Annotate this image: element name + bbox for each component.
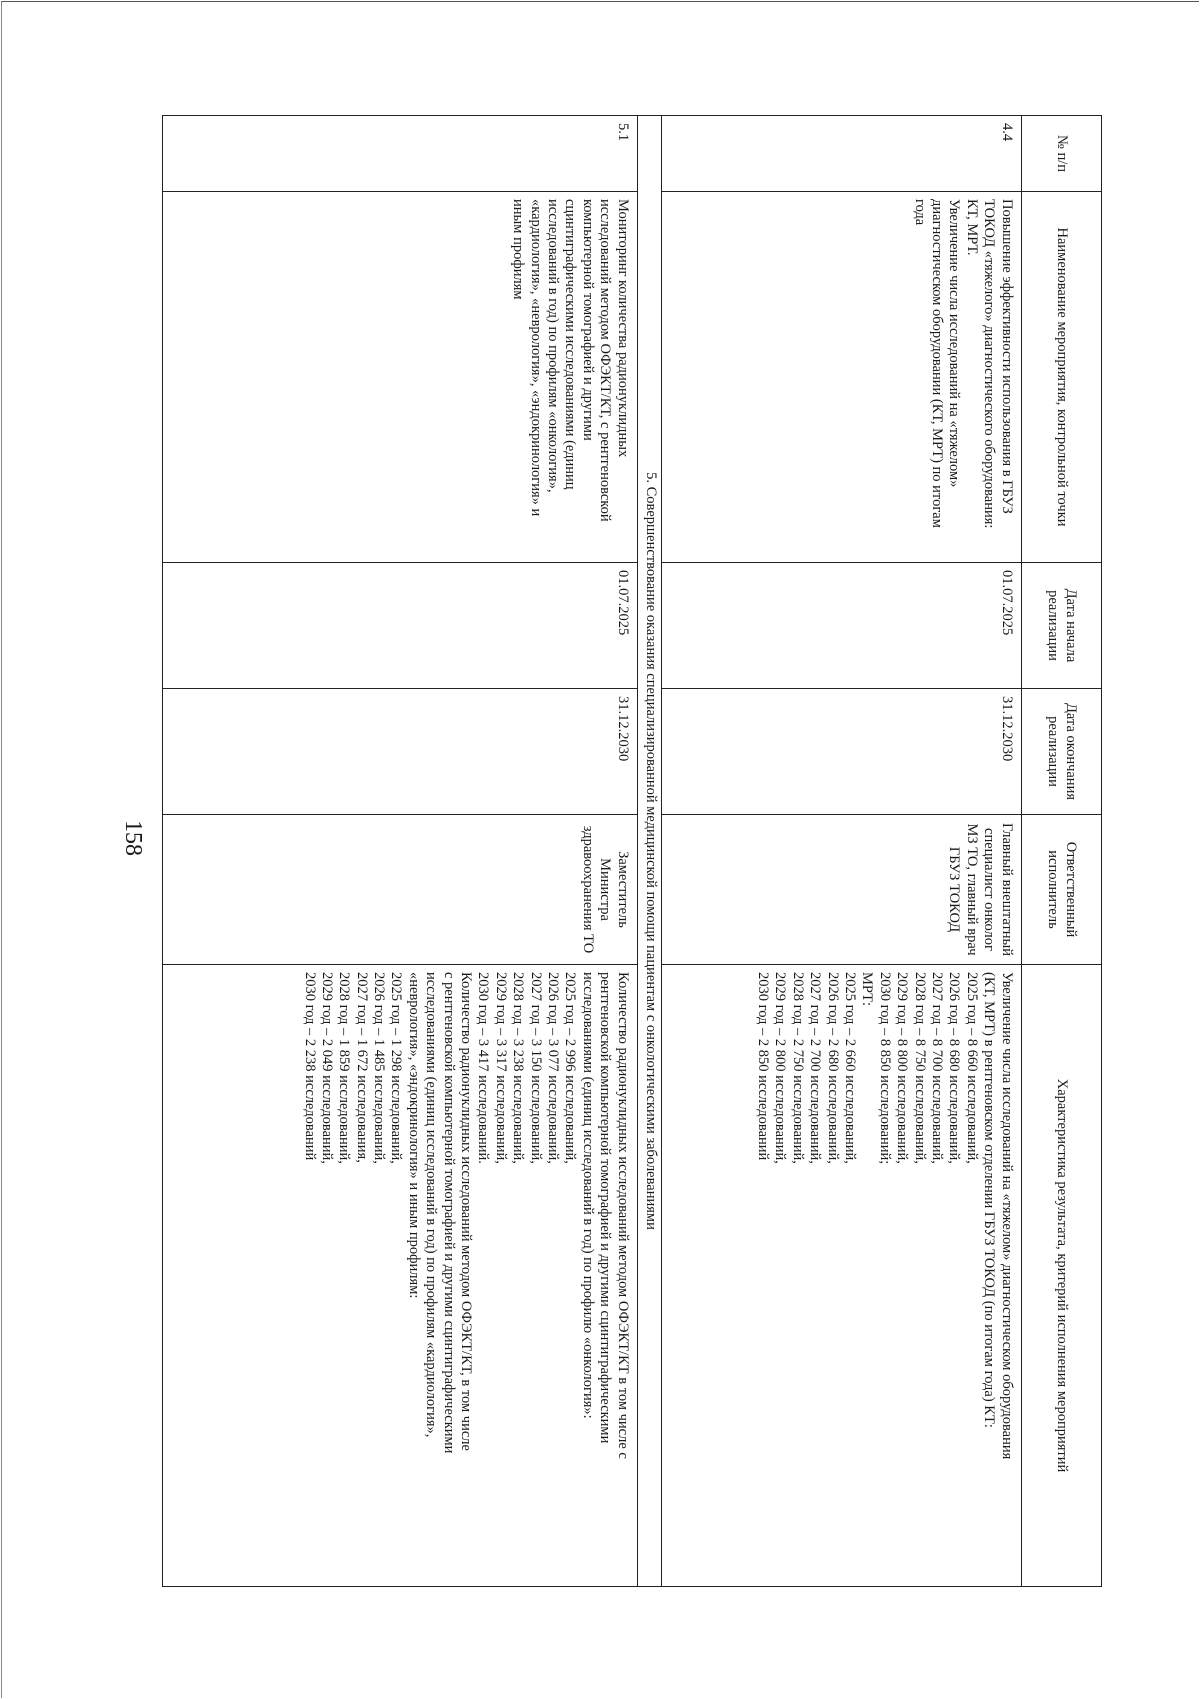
row-5-1-num: 5.1: [163, 116, 638, 192]
result-line: 2026 год – 8 680 исследований,: [946, 972, 963, 1164]
plan-table: [162, 115, 1102, 1587]
name-line: сцинтиграфическими исследованиями (единиц: [562, 199, 579, 490]
row-5-1-result: [163, 965, 638, 1587]
result-line: с рентгеновской компьютерной томографией и другими сцинтиграфическими: [440, 972, 457, 1454]
table-header-row: [1021, 116, 1101, 1587]
result-line: 2029 год – 8 800 исследований,: [894, 972, 911, 1164]
result-line: 2030 год – 8 850 исследований;: [876, 972, 893, 1165]
result-line: 2030 год – 3 417 исследований.: [475, 972, 492, 1164]
result-line: 2027 год – 3 150 исследований,: [527, 972, 544, 1164]
responsible-line: здравоохранения ТО: [579, 825, 596, 954]
plan-table-wrapper: [162, 115, 1102, 1586]
name-line: КТ, МРТ.: [963, 199, 980, 256]
result-line: 2026 год – 1 485 исследований,: [371, 972, 388, 1164]
result-line: 2026 год – 2 680 исследований,: [824, 972, 841, 1164]
responsible-line: Заместитель: [614, 851, 631, 928]
name-line: компьютерной томографией и другими: [579, 199, 596, 441]
result-line: «неврология», «эндокринология» и иным профилям:: [405, 972, 422, 1299]
responsible-line: ГБУЗ ТОКОД: [946, 846, 963, 933]
result-line: 2027 год – 2 700 исследований,: [807, 972, 824, 1164]
row-5-1-end-date: 31.12.2030: [163, 689, 638, 815]
row-4-4-num: 4.4: [661, 116, 1021, 192]
row-5-1-responsible: [163, 815, 638, 965]
result-line: Количество радионуклидных исследований методом ОФЭКТ/КТ в том числе с: [614, 972, 631, 1459]
name-line: Повышение эффективности использования в ГБУЗ: [998, 199, 1015, 514]
table-row: [163, 116, 638, 1587]
result-line: (КТ, МРТ) в рентгеновском отделении ГБУЗ ТОКОД (по итогам года) КТ:: [981, 972, 998, 1428]
result-line: 2028 год – 1 859 исследований,: [336, 972, 353, 1164]
plan-table-rotated: [162, 115, 1102, 1586]
result-line: 2029 год – 2 800 исследований,: [772, 972, 789, 1164]
header-responsible: Ответственный исполнитель: [1021, 815, 1101, 965]
name-line: иным профилям: [510, 199, 527, 300]
result-line: 2026 год – 3 077 исследований,: [544, 972, 561, 1164]
header-num: № п/п: [1021, 116, 1101, 192]
result-line: 2028 год – 2 750 исследований,: [789, 972, 806, 1164]
row-5-1-name: [163, 192, 638, 563]
result-line: 2029 год – 2 049 исследований,: [318, 972, 335, 1164]
name-line: «кардиология», «неврология», «эндокринология» и: [527, 199, 544, 517]
result-line: исследованиями (единиц исследований в год) по профилю «онкология»:: [579, 972, 596, 1419]
result-line: 2025 год – 2 660 исследований,: [842, 972, 859, 1164]
result-line: Количество радионуклидных исследований методом ОФЭКТ/КТ, в том числе: [458, 972, 475, 1451]
row-4-4-end-date: 31.12.2030: [661, 689, 1021, 815]
table-row: [661, 116, 1021, 1587]
page-number: 158: [120, 820, 146, 856]
result-line: 2030 год – 2 238 исследований: [301, 972, 318, 1161]
result-line: исследованиями (единиц исследований в год) по профилям «кардиология»,: [423, 972, 440, 1438]
result-line: 2027 год – 8 700 исследований,: [929, 972, 946, 1164]
header-start-date: Дата начала реализации: [1021, 563, 1101, 689]
name-line: диагностическом оборудовании (КТ, МРТ) по итогам: [929, 199, 946, 528]
name-line: исследований методом ОФЭКТ/КТ, с рентгеновской: [597, 199, 614, 522]
responsible-line: МЗ ТО, главный врач: [963, 823, 980, 956]
section-row: [637, 116, 661, 1587]
row-4-4-result: [661, 965, 1021, 1587]
result-line: 2029 год – 3 317 исследований,: [492, 972, 509, 1164]
name-line: Увеличение числа исследований на «тяжелом»: [946, 199, 963, 488]
name-line: года: [911, 199, 928, 226]
header-result: Характеристика результата, критерий исполнения мероприятий: [1021, 965, 1101, 1587]
name-line: Мониторинг количества радионуклидных: [614, 199, 631, 458]
name-line: ТОКОД «тяжелого» диагностического оборудования:: [981, 199, 998, 529]
row-4-4-start-date: 01.07.2025: [661, 563, 1021, 689]
row-4-4-responsible: [661, 815, 1021, 965]
responsible-line: Министра: [597, 858, 614, 921]
row-4-4-name: [661, 192, 1021, 563]
result-line: 2028 год – 8 750 исследований,: [911, 972, 928, 1164]
result-line: 2025 год – 2 996 исследований,: [562, 972, 579, 1164]
row-5-1-start-date: 01.07.2025: [163, 563, 638, 689]
result-line: 2025 год – 8 660 исследований,: [963, 972, 980, 1164]
result-line: 2030 год – 2 850 исследований: [755, 972, 772, 1161]
header-end-date: Дата окончания реализации: [1021, 689, 1101, 815]
result-line: Увеличение числа исследований на «тяжелом» диагностическом оборудования: [998, 972, 1015, 1460]
result-line: МРТ:: [859, 972, 876, 1007]
name-line: исследований в год) по профилям «онкология»,: [544, 199, 561, 493]
header-name: Наименование мероприятия, контрольной точки: [1021, 192, 1101, 563]
result-line: 2027 год – 1 672 исследования,: [353, 972, 370, 1163]
result-line: рентгеновской компьютерной томографией и другими сцинтиграфическими: [597, 972, 614, 1444]
result-line: 2028 год – 3 238 исследований,: [510, 972, 527, 1164]
result-line: 2025 год – 1 298 исследований,: [388, 972, 405, 1164]
responsible-line: Главный внештатный: [998, 822, 1015, 957]
section-5-title: 5. Совершенствование оказания специализированной медицинской помощи пациентам с онкологическими заболеваниями: [637, 116, 661, 1587]
responsible-line: специалист онколог: [981, 828, 998, 951]
